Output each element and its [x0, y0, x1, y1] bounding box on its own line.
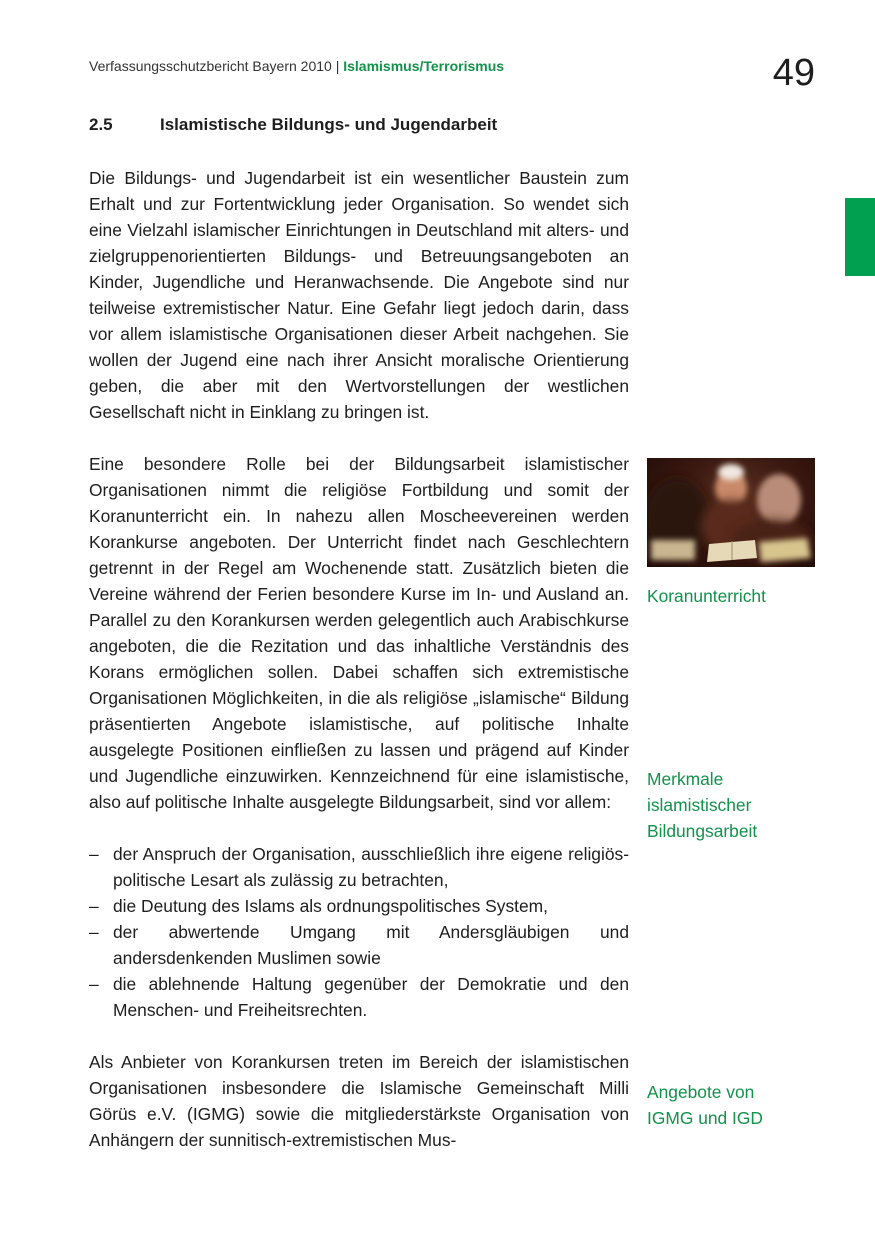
- list-item-text: der abwertende Umgang mit Andersgläubigen und andersdenkenden Muslimen sowie: [113, 922, 629, 968]
- koran-lesson-photo-illustration: [647, 458, 815, 567]
- characteristics-list: [89, 841, 629, 1023]
- chapter-tab-marker: [845, 198, 875, 276]
- list-item-text: die Deutung des Islams als ordnungspolitisches System,: [113, 896, 548, 916]
- page-number: 49: [772, 52, 815, 94]
- list-item: [89, 841, 629, 893]
- margin-note-koranunterricht: Koranunterricht: [647, 586, 766, 606]
- list-item: [89, 893, 629, 919]
- margin-note-angebote: Angebote von IGMG und IGD: [647, 1082, 763, 1128]
- margin-note-merkmale: Merkmale islamistischer Bildungsarbeit: [647, 769, 758, 841]
- dash-bullet: –: [89, 974, 99, 994]
- section-heading: [89, 115, 497, 135]
- section-title: Islamismus/Terrorismus: [343, 58, 505, 74]
- list-item: [89, 971, 629, 1023]
- dash-bullet: –: [89, 922, 99, 942]
- paragraph: Eine besondere Rolle bei der Bildungsarbeit islamistischer Organisationen nimmt die religiöse Fortbildung und somit der Koranunterricht ein. In nahezu allen Moscheevereinen werden Korankurse angeboten. Der Unterricht findet nach Geschlechtern getrennt in der Regel am Wochenende statt. Zusätzlich bieten die Vereine während der Ferien besondere Kurse im In- und Ausland an. Parallel zu den Korankursen werden gelegentlich auch Arabischkurse angeboten, die die Rezitation und das inhaltliche Verständnis des Korans ermöglichen sollen. Dabei schaffen sich extremistische Organisationen Möglichkeiten, in die als religiöse „islamische“ Bildung präsentierten Angebote islamistische, auf politische Inhalte ausgelegte Positionen einfließen zu lassen und prägend auf Kinder und Jugendliche einzuwirken. Kennzeichnend für eine islamistische, also auf politische Inhalte ausgelegte Bildungsarbeit, sind vor allem:: [89, 454, 629, 812]
- running-header: [89, 58, 504, 74]
- dash-bullet: –: [89, 844, 99, 864]
- main-text-column: [89, 165, 629, 1179]
- list-item: [89, 919, 629, 971]
- section-number: 2.5: [89, 115, 113, 134]
- dash-bullet: –: [89, 896, 99, 916]
- paragraph: Die Bildungs- und Jugendarbeit ist ein wesentlicher Baustein zum Erhalt und zur Fortentwicklung jeder Organisation. So wendet sich eine Vielzahl islamischer Einrichtungen in Deutschland mit alters- und zielgruppenorientierten Bildungs- und Betreuungsangeboten an Kinder, Jugendliche und Heranwachsende. Die Angebote sind nur teilweise extremistischer Natur. Eine Gefahr liegt jedoch darin, dass vor allem islamistische Organisationen dieser Arbeit nachgehen. Sie wollen der Jugend eine nach ihrer Ansicht moralische Orientierung geben, die aber mit den Wertvorstellungen der westlichen Gesellschaft nicht in Einklang zu bringen ist.: [89, 168, 629, 422]
- list-item-text: der Anspruch der Organisation, ausschließlich ihre eigene religiös-politische Lesart als zulässig zu betrachten,: [113, 844, 629, 890]
- koran-lesson-photo: [647, 458, 815, 567]
- paragraph: Als Anbieter von Korankursen treten im Bereich der islamistischen Organisationen insbesondere die Islamische Gemeinschaft Milli Görüs e.V. (IGMG) sowie die mitgliederstärkste Organisation von Anhängern der sunnitisch-extremistischen Mus-: [89, 1052, 629, 1150]
- list-item-text: die ablehnende Haltung gegenüber der Demokratie und den Menschen- und Freiheitsrechten.: [113, 974, 629, 1020]
- section-heading-title: Islamistische Bildungs- und Jugendarbeit: [160, 115, 498, 134]
- publication-title: Verfassungsschutzbericht Bayern 2010 |: [89, 58, 344, 74]
